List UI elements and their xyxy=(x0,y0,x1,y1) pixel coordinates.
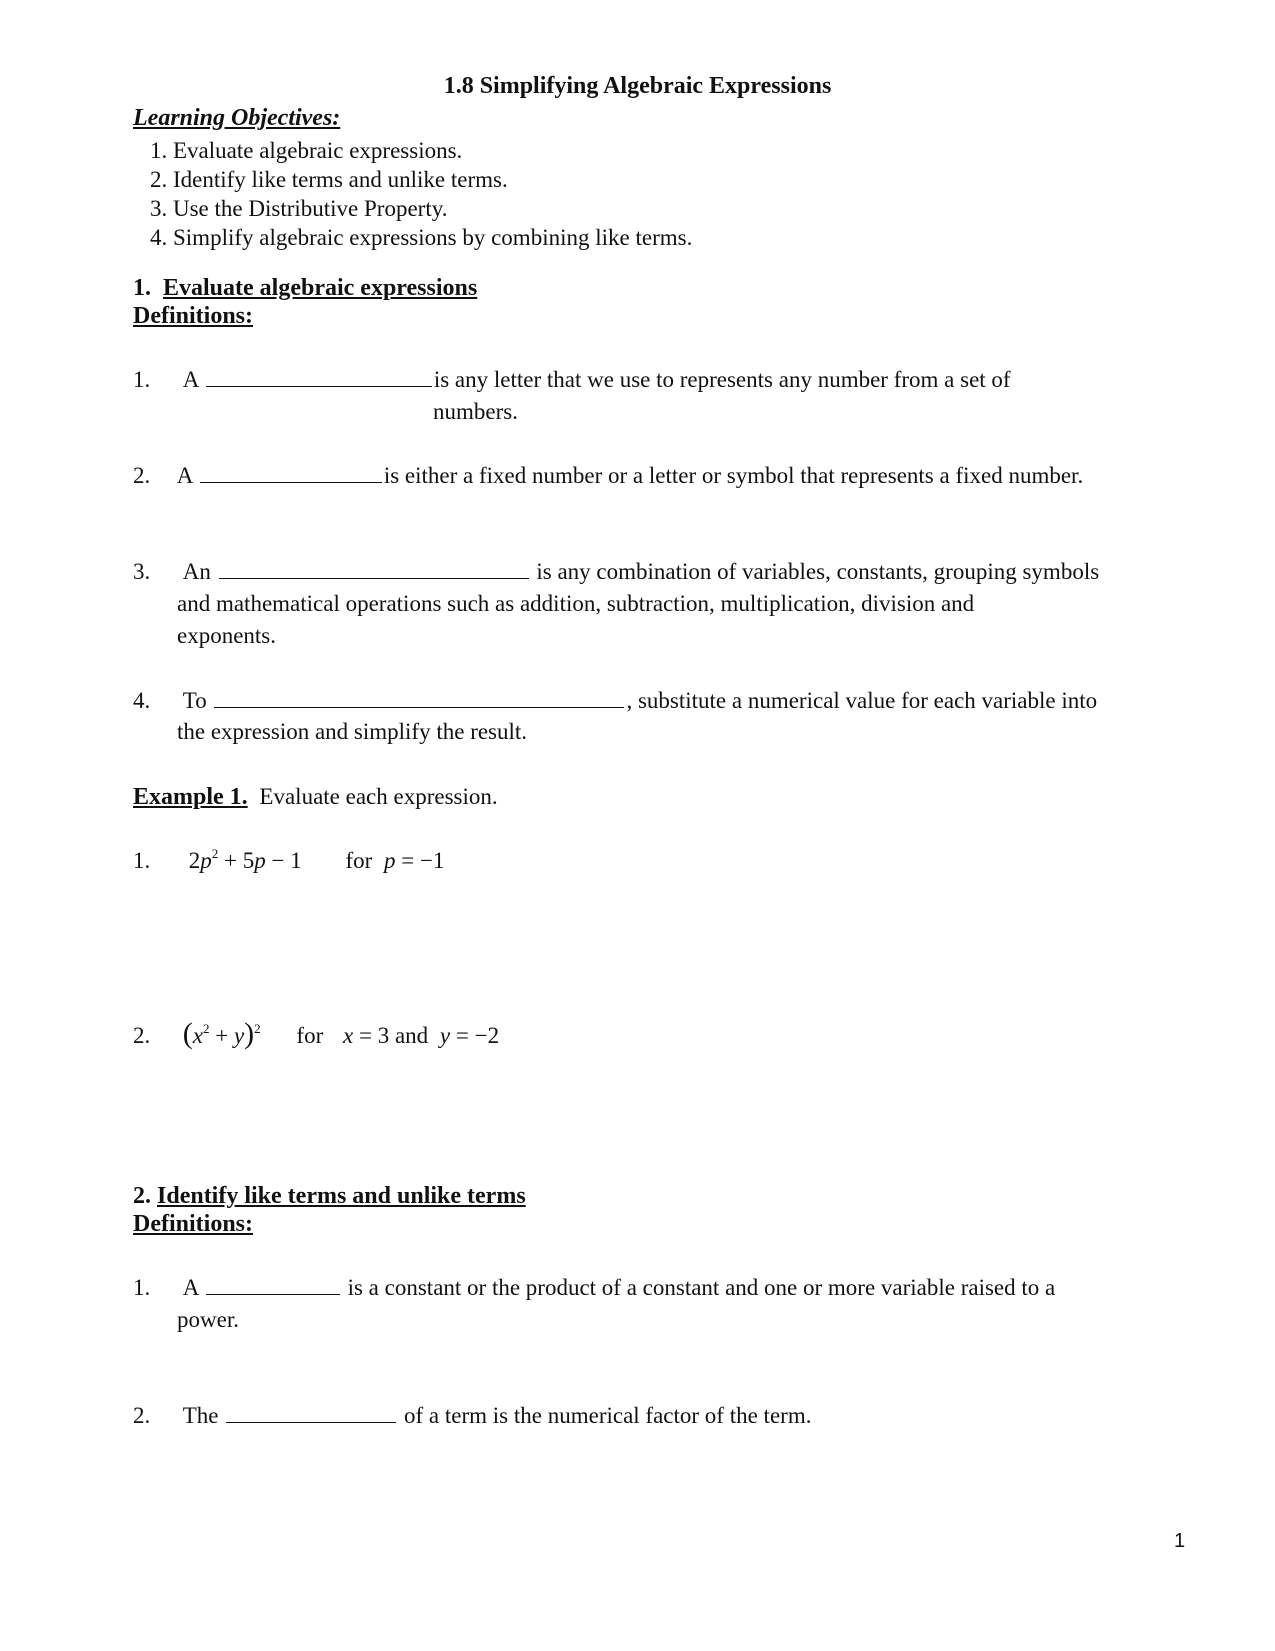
problem-1 xyxy=(133,845,445,877)
section2-definition-2 xyxy=(133,1400,811,1432)
definition-text: is any combination of variables, constants, grouping symbols xyxy=(536,559,1100,584)
definition-prefix: The xyxy=(182,1403,219,1428)
page-number: 1 xyxy=(1174,1530,1186,1552)
fill-in-blank[interactable] xyxy=(226,1400,396,1423)
definition-3-continued: and mathematical operations such as addition, subtraction, multiplication, division and xyxy=(177,591,975,616)
section2-number: 2. xyxy=(133,1183,151,1209)
section2-definitions-label: Definitions: xyxy=(133,1211,253,1237)
definition-1-continued: numbers. xyxy=(433,399,518,424)
example-label: Example 1. xyxy=(133,784,248,810)
definition-prefix: A xyxy=(182,367,199,392)
definition-number: 3. xyxy=(133,559,151,584)
definition-3-continued: exponents. xyxy=(177,623,277,648)
example-1 xyxy=(133,781,498,813)
objective-item: 1. Evaluate algebraic expressions. xyxy=(150,138,463,163)
objective-item: 4. Simplify algebraic expressions by combining like terms. xyxy=(150,225,693,250)
definition-2 xyxy=(133,460,1083,492)
objective-item: 2. Identify like terms and unlike terms. xyxy=(150,167,508,192)
section2-definition-1-continued: power. xyxy=(177,1307,239,1332)
math-condition: x = 3 xyxy=(343,1023,390,1048)
problem-number: 2. xyxy=(133,1023,151,1048)
learning-objectives-heading: Learning Objectives: xyxy=(133,105,341,131)
problem-number: 1. xyxy=(133,848,151,873)
section1-title: Evaluate algebraic expressions xyxy=(163,275,478,301)
problem-for-label: for xyxy=(296,1023,324,1048)
objective-item: 3. Use the Distributive Property. xyxy=(150,196,448,221)
definition-4 xyxy=(133,685,1097,717)
section1-number: 1. xyxy=(133,275,151,301)
definition-prefix: A xyxy=(182,1275,199,1300)
example-instruction: Evaluate each expression. xyxy=(259,784,498,809)
section2-definition-1 xyxy=(133,1272,1055,1304)
fill-in-blank[interactable] xyxy=(206,1272,340,1295)
definition-number: 2. xyxy=(133,1403,151,1428)
definition-number: 1. xyxy=(133,367,151,392)
math-expression: $(x^2 + y)^2$ xyxy=(182,1017,261,1050)
fill-in-blank[interactable] xyxy=(200,460,382,483)
math-expression: $2p^2 + 5p - 1$ xyxy=(188,846,302,873)
definition-3 xyxy=(133,556,1099,588)
definition-prefix: An xyxy=(182,559,211,584)
problem-2 xyxy=(133,1018,499,1052)
section2-title: Identify like terms and unlike terms xyxy=(157,1183,526,1209)
definition-number: 4. xyxy=(133,688,151,713)
definition-number: 1. xyxy=(133,1275,151,1300)
definition-4-continued: the expression and simplify the result. xyxy=(177,719,528,744)
page-title: 1.8 Simplifying Algebraic Expressions xyxy=(443,73,832,99)
definition-number: 2. xyxy=(133,463,151,488)
fill-in-blank[interactable] xyxy=(206,364,432,387)
learning-objectives-list xyxy=(150,136,692,252)
definition-prefix: A xyxy=(176,463,193,488)
problem-for-label: for xyxy=(345,848,373,873)
section1-definitions-label: Definitions: xyxy=(133,303,253,329)
definition-text: is either a fixed number or a letter or symbol that represents a fixed number. xyxy=(383,463,1084,488)
definition-text: is any letter that we use to represents any number from a set of xyxy=(433,367,1011,392)
definition-prefix: To xyxy=(182,688,207,713)
math-condition: p = −1 xyxy=(384,848,445,873)
definition-text: of a term is the numerical factor of the term. xyxy=(404,1403,812,1428)
definition-text: , substitute a numerical value for each variable into xyxy=(626,688,1098,713)
fill-in-blank[interactable] xyxy=(219,556,529,579)
definition-text: is a constant or the product of a constant and one or more variable raised to a xyxy=(347,1275,1056,1300)
definition-1 xyxy=(133,364,1011,396)
problem-and-label: and xyxy=(394,1023,429,1048)
math-condition: y = −2 xyxy=(439,1023,500,1048)
fill-in-blank[interactable] xyxy=(214,685,624,708)
